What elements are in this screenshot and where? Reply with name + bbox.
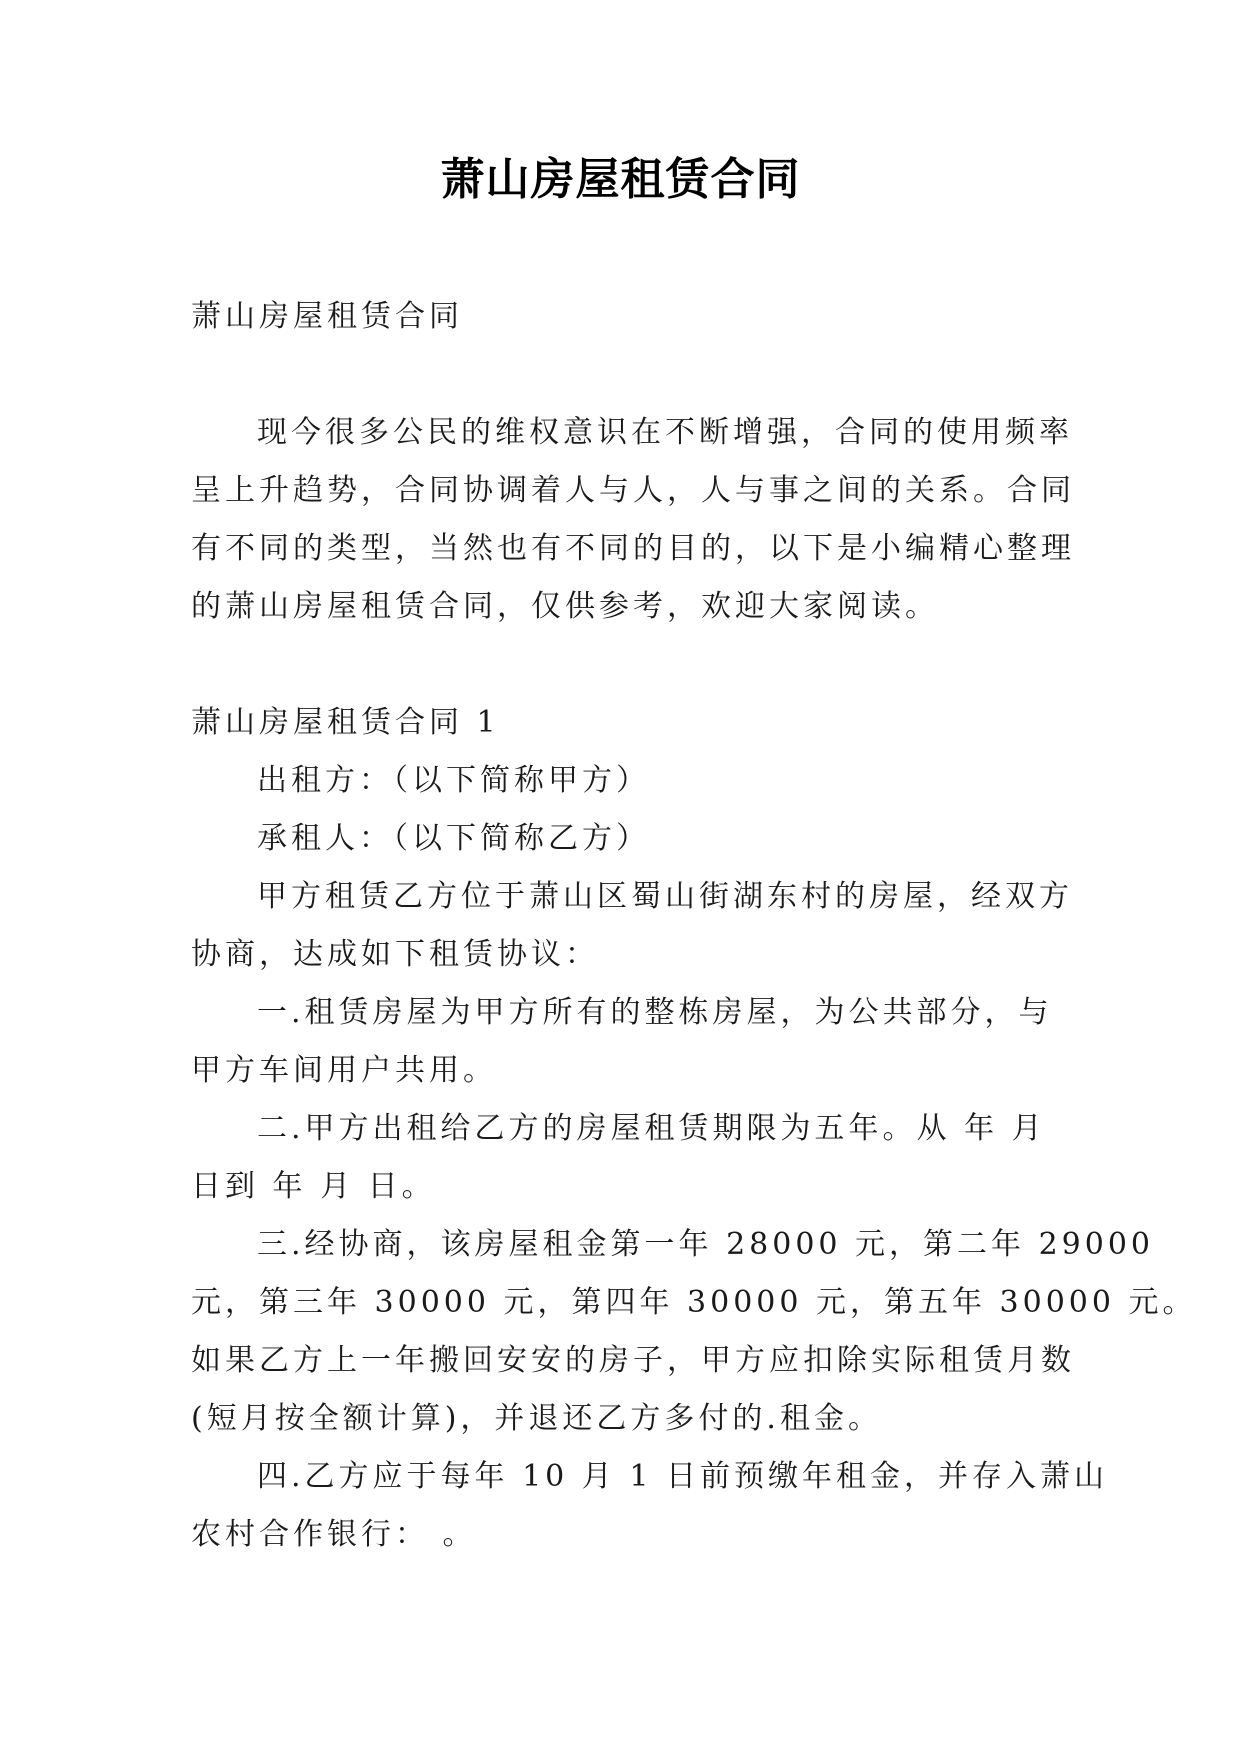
intro-line: 有不同的类型，当然也有不同的目的，以下是小编精心整理 <box>191 531 1075 566</box>
intro-line: 的萧山房屋租赁合同，仅供参考，欢迎大家阅读。 <box>191 589 939 624</box>
document-title: 萧山房屋租赁合同 <box>440 154 801 205</box>
contract-line: 农村合作银行： 。 <box>191 1517 477 1552</box>
paragraph-spacer <box>191 346 1061 404</box>
contract-line: 出租方：（以下简称甲方） <box>257 763 650 798</box>
document-body <box>191 288 1197 1564</box>
contract-line: 甲方租赁乙方位于萧山区蜀山街湖东村的房屋，经双方 <box>257 879 1073 914</box>
contract-line: 一.租赁房屋为甲方所有的整栋房屋，为公共部分，与 <box>257 995 1053 1030</box>
contract-line: 如果乙方上一年搬回安安的房子，甲方应扣除实际租赁月数 <box>191 1343 1075 1378</box>
section-heading: 萧山房屋租赁合同 1 <box>191 705 500 740</box>
intro-line: 呈上升趋势，合同协调着人与人，人与事之间的关系。合同 <box>191 473 1075 508</box>
contract-line: 协商，达成如下租赁协议： <box>191 937 599 972</box>
contract-line: 四.乙方应于每年 10 月 1 日前预缴年租金，并存入萧山 <box>257 1459 1108 1494</box>
contract-line: 甲方车间用户共用。 <box>191 1053 497 1088</box>
contract-line: 承租人：（以下简称乙方） <box>257 821 650 856</box>
contract-line: 二.甲方出租给乙方的房屋租赁期限为五年。从 年 月 <box>257 1111 1046 1146</box>
contract-line: 三.经协商，该房屋租金第一年 28000 元，第二年 29000 <box>257 1227 1155 1262</box>
paragraph-spacer <box>191 636 1061 694</box>
contract-line: 元，第三年 30000 元，第四年 30000 元，第五年 30000 元。 <box>191 1285 1197 1320</box>
document-subtitle: 萧山房屋租赁合同 <box>191 299 463 334</box>
contract-line: 日到 年 月 日。 <box>191 1169 436 1204</box>
intro-line: 现今很多公民的维权意识在不断增强，合同的使用频率 <box>257 415 1073 450</box>
contract-line: (短月按全额计算)，并退还乙方多付的.租金。 <box>191 1401 882 1436</box>
